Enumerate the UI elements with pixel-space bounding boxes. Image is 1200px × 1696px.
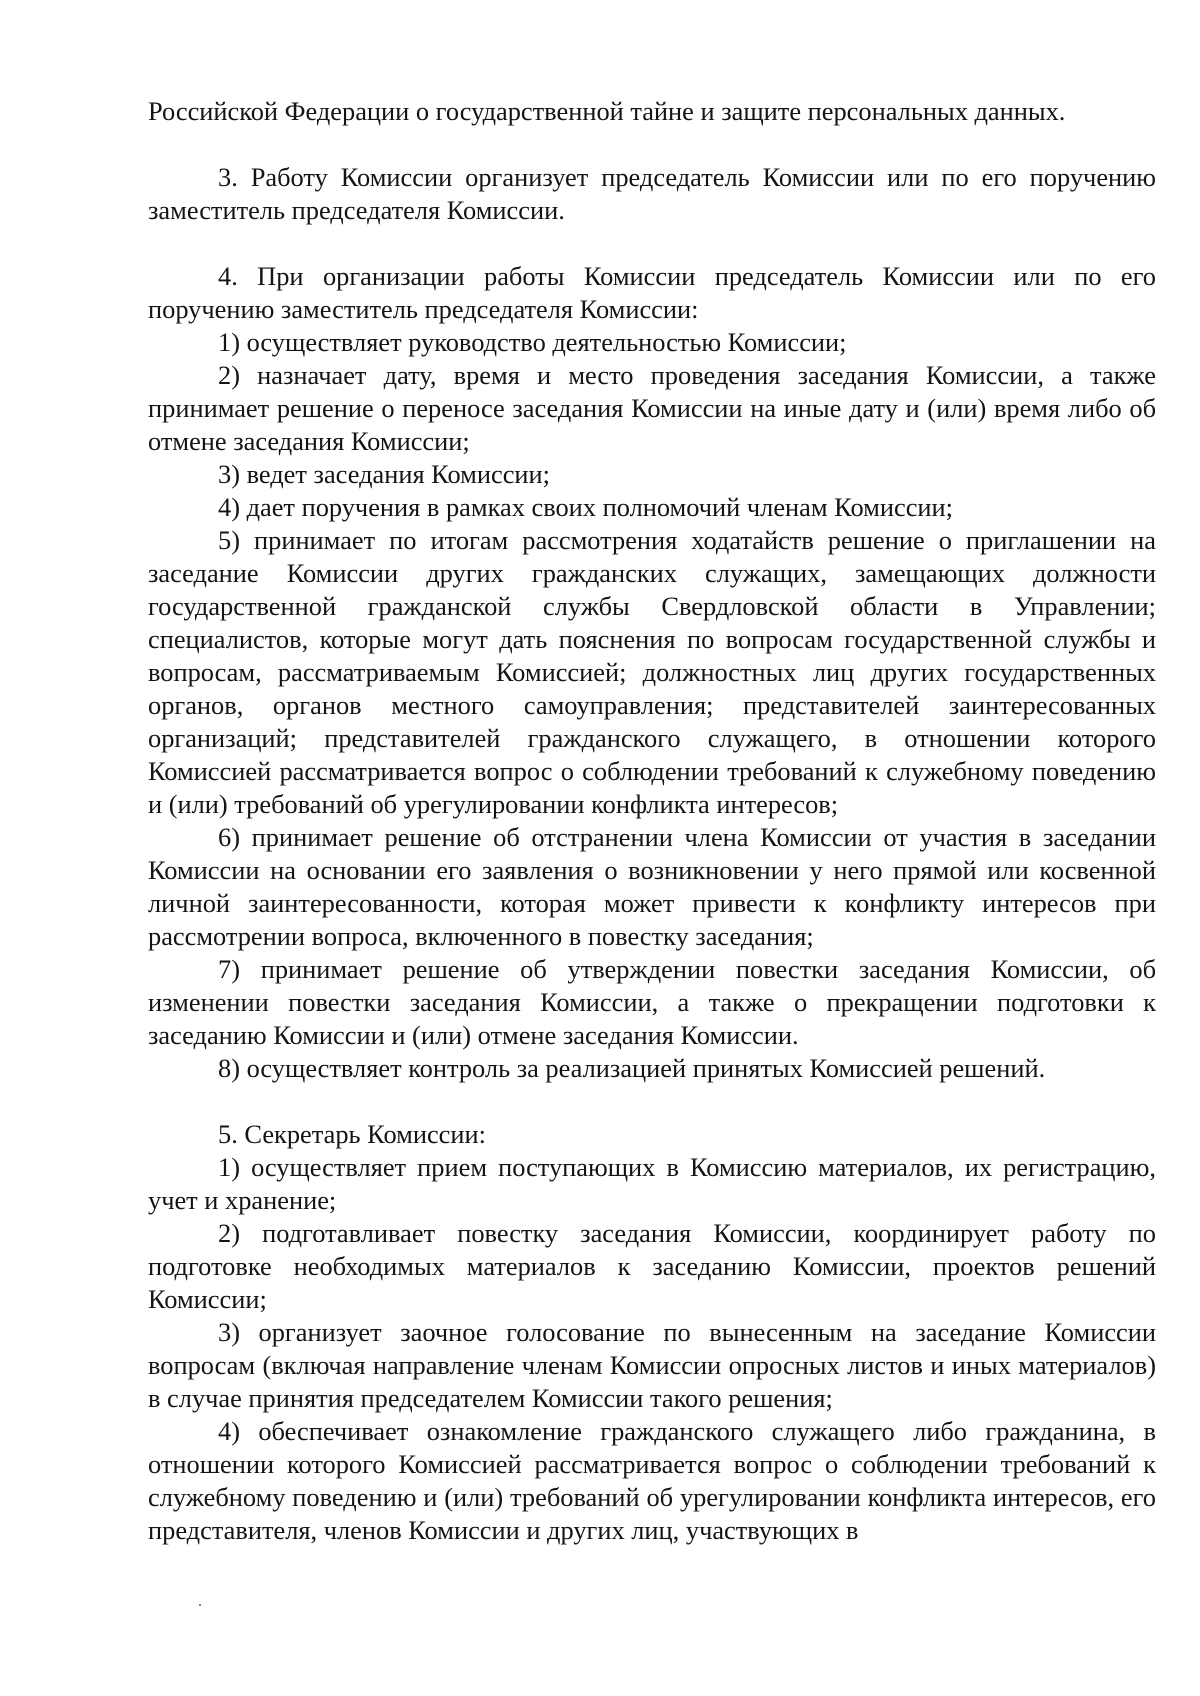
section-4-item-1: 1) осуществляет руководство деятельностью Комиссии;	[218, 327, 847, 357]
section-4-item-3: 3) ведет заседания Комиссии;	[218, 459, 550, 489]
section-5-intro: 5. Секретарь Комиссии:	[218, 1119, 486, 1149]
section-4-item-7: 7) принимает решение об утверждении повестки заседания Комиссии, об изменении повестки заседания Комиссии, а также о прекращении подготовки к заседанию Комиссии и (или) отмене заседания Комиссии.	[148, 954, 1156, 1050]
section-4-intro: 4. При организации работы Комиссии председатель Комиссии или по его поручению заместитель председателя Комиссии:	[148, 261, 1156, 324]
scan-speck	[199, 1604, 201, 1606]
section-4-item-6: 6) принимает решение об отстранении члена Комиссии от участия в заседании Комиссии на основании его заявления о возникновении у него прямой или косвенной личной заинтересованности, которая может привести к конфликту интересов при рассмотрении вопроса, включенного в повестку заседания;	[148, 822, 1156, 951]
paragraph-gap	[148, 227, 1156, 260]
paragraph-gap	[148, 1085, 1156, 1118]
section-5-item-2: 2) подготавливает повестку заседания Комиссии, координирует работу по подготовке необходимых материалов к заседанию Комиссии, проектов решений Комиссии;	[148, 1218, 1156, 1314]
section-4-item-2: 2) назначает дату, время и место проведения заседания Комиссии, а также принимает решение о переносе заседания Комиссии на иные дату и (или) время либо об отмене заседания Комиссии;	[148, 360, 1156, 456]
section-4-item-5: 5) принимает по итогам рассмотрения ходатайств решение о приглашении на заседание Комиссии других гражданских служащих, замещающих должности государственной гражданской службы Свердловской области в Управлении; специалистов, которые могут дать пояснения по вопросам государственной службы и вопросам, рассматриваемым Комиссией; должностных лиц других государственных органов, органов местного самоуправления; представителей заинтересованных организаций; представителей гражданского служащего, в отношении которого Комиссией рассматривается вопрос о соблюдении требований к служебному поведению и (или) требований об урегулировании конфликта интересов;	[148, 525, 1156, 819]
section-4-item-8: 8) осуществляет контроль за реализацией принятых Комиссией решений.	[218, 1053, 1046, 1083]
section-5-item-4: 4) обеспечивает ознакомление гражданского служащего либо гражданина, в отношении которого Комиссией рассматривается вопрос о соблюдении требований к служебному поведению и (или) требований об урегулировании конфликта интересов, его представителя, членов Комиссии и других лиц, участвующих в	[148, 1416, 1156, 1545]
section-5-item-1: 1) осуществляет прием поступающих в Комиссию материалов, их регистрацию, учет и хранение;	[148, 1152, 1156, 1215]
section-4-item-4: 4) дает поручения в рамках своих полномочий членам Комиссии;	[218, 492, 953, 522]
section-5-item-3: 3) организует заочное голосование по вынесенным на заседание Комиссии вопросам (включая направление членам Комиссии опросных листов и иных материалов) в случае принятия председателем Комиссии такого решения;	[148, 1317, 1156, 1413]
continuation-paragraph: Российской Федерации о государственной тайне и защите персональных данных.	[148, 96, 1066, 126]
section-3-paragraph: 3. Работу Комиссии организует председатель Комиссии или по его поручению заместитель председателя Комиссии.	[148, 162, 1156, 225]
paragraph-gap	[148, 128, 1156, 161]
document-page	[148, 95, 1156, 1547]
